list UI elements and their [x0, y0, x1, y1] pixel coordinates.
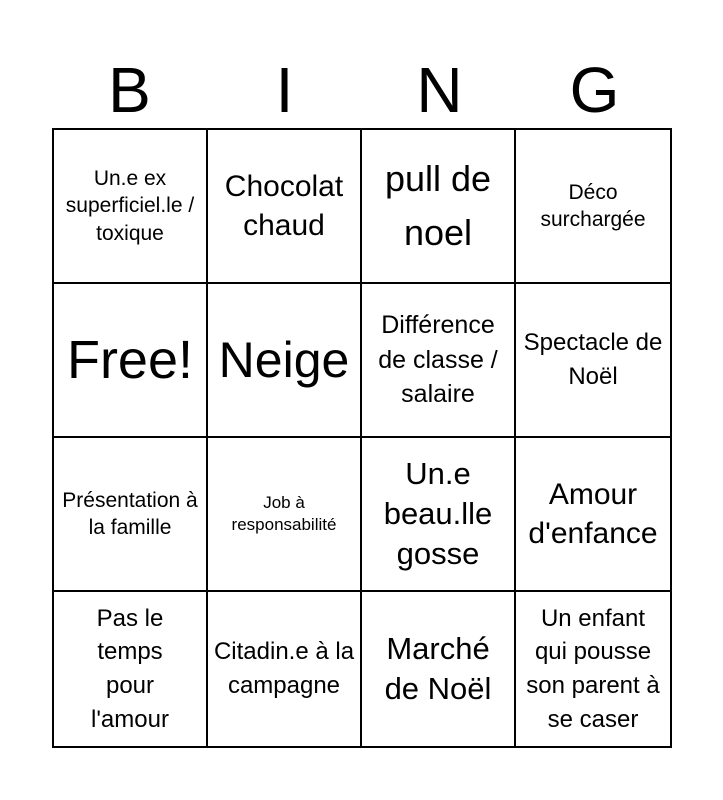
cell-label: Spectacle de Noël: [523, 329, 663, 390]
cell-label: Amour d'enfance: [528, 478, 658, 550]
bingo-cell[interactable]: [516, 130, 670, 284]
bingo-cell[interactable]: [208, 592, 362, 746]
bingo-grid: [52, 128, 672, 748]
bingo-cell-free[interactable]: [54, 284, 208, 438]
bingo-cell[interactable]: [362, 130, 516, 284]
header-letter-g: G: [569, 54, 620, 126]
bingo-cell[interactable]: [516, 592, 670, 746]
bingo-cell[interactable]: [208, 438, 362, 592]
cell-label: Différence de classe / salaire: [378, 311, 498, 409]
bingo-cell[interactable]: [516, 284, 670, 438]
cell-label: Un.e beau.lle gosse: [383, 455, 493, 572]
header-letter-i: I: [275, 54, 294, 126]
bingo-cell[interactable]: [208, 284, 362, 438]
cell-label: Présentation à la famille: [62, 488, 198, 539]
bingo-cell[interactable]: [362, 284, 516, 438]
cell-label: Un.e ex superficiel.le / toxique: [65, 167, 195, 245]
bingo-cell[interactable]: [362, 438, 516, 592]
cell-label: Citadin.e à la campagne: [213, 638, 355, 699]
bingo-cell[interactable]: [54, 592, 208, 746]
cell-label: Marché de Noël: [384, 630, 492, 706]
bingo-header: [52, 52, 672, 128]
cell-label: Pas le temps pour l'amour: [91, 604, 169, 733]
bingo-cell[interactable]: [54, 438, 208, 592]
header-letter-n: N: [416, 54, 463, 126]
bingo-cell[interactable]: [54, 130, 208, 284]
cell-label: Job à responsabilité: [231, 493, 337, 534]
cell-label: Free!: [66, 329, 194, 390]
bingo-cell[interactable]: [516, 438, 670, 592]
cell-label: Déco surchargée: [540, 180, 646, 231]
bingo-cell[interactable]: [208, 130, 362, 284]
cell-label: Neige: [218, 332, 350, 388]
header-letter-b: B: [108, 54, 151, 126]
cell-label: Chocolat chaud: [224, 170, 344, 242]
cell-label: pull de noel: [384, 158, 492, 253]
cell-label: Un enfant qui pousse son parent à se caser: [526, 604, 660, 733]
bingo-cell[interactable]: [362, 592, 516, 746]
